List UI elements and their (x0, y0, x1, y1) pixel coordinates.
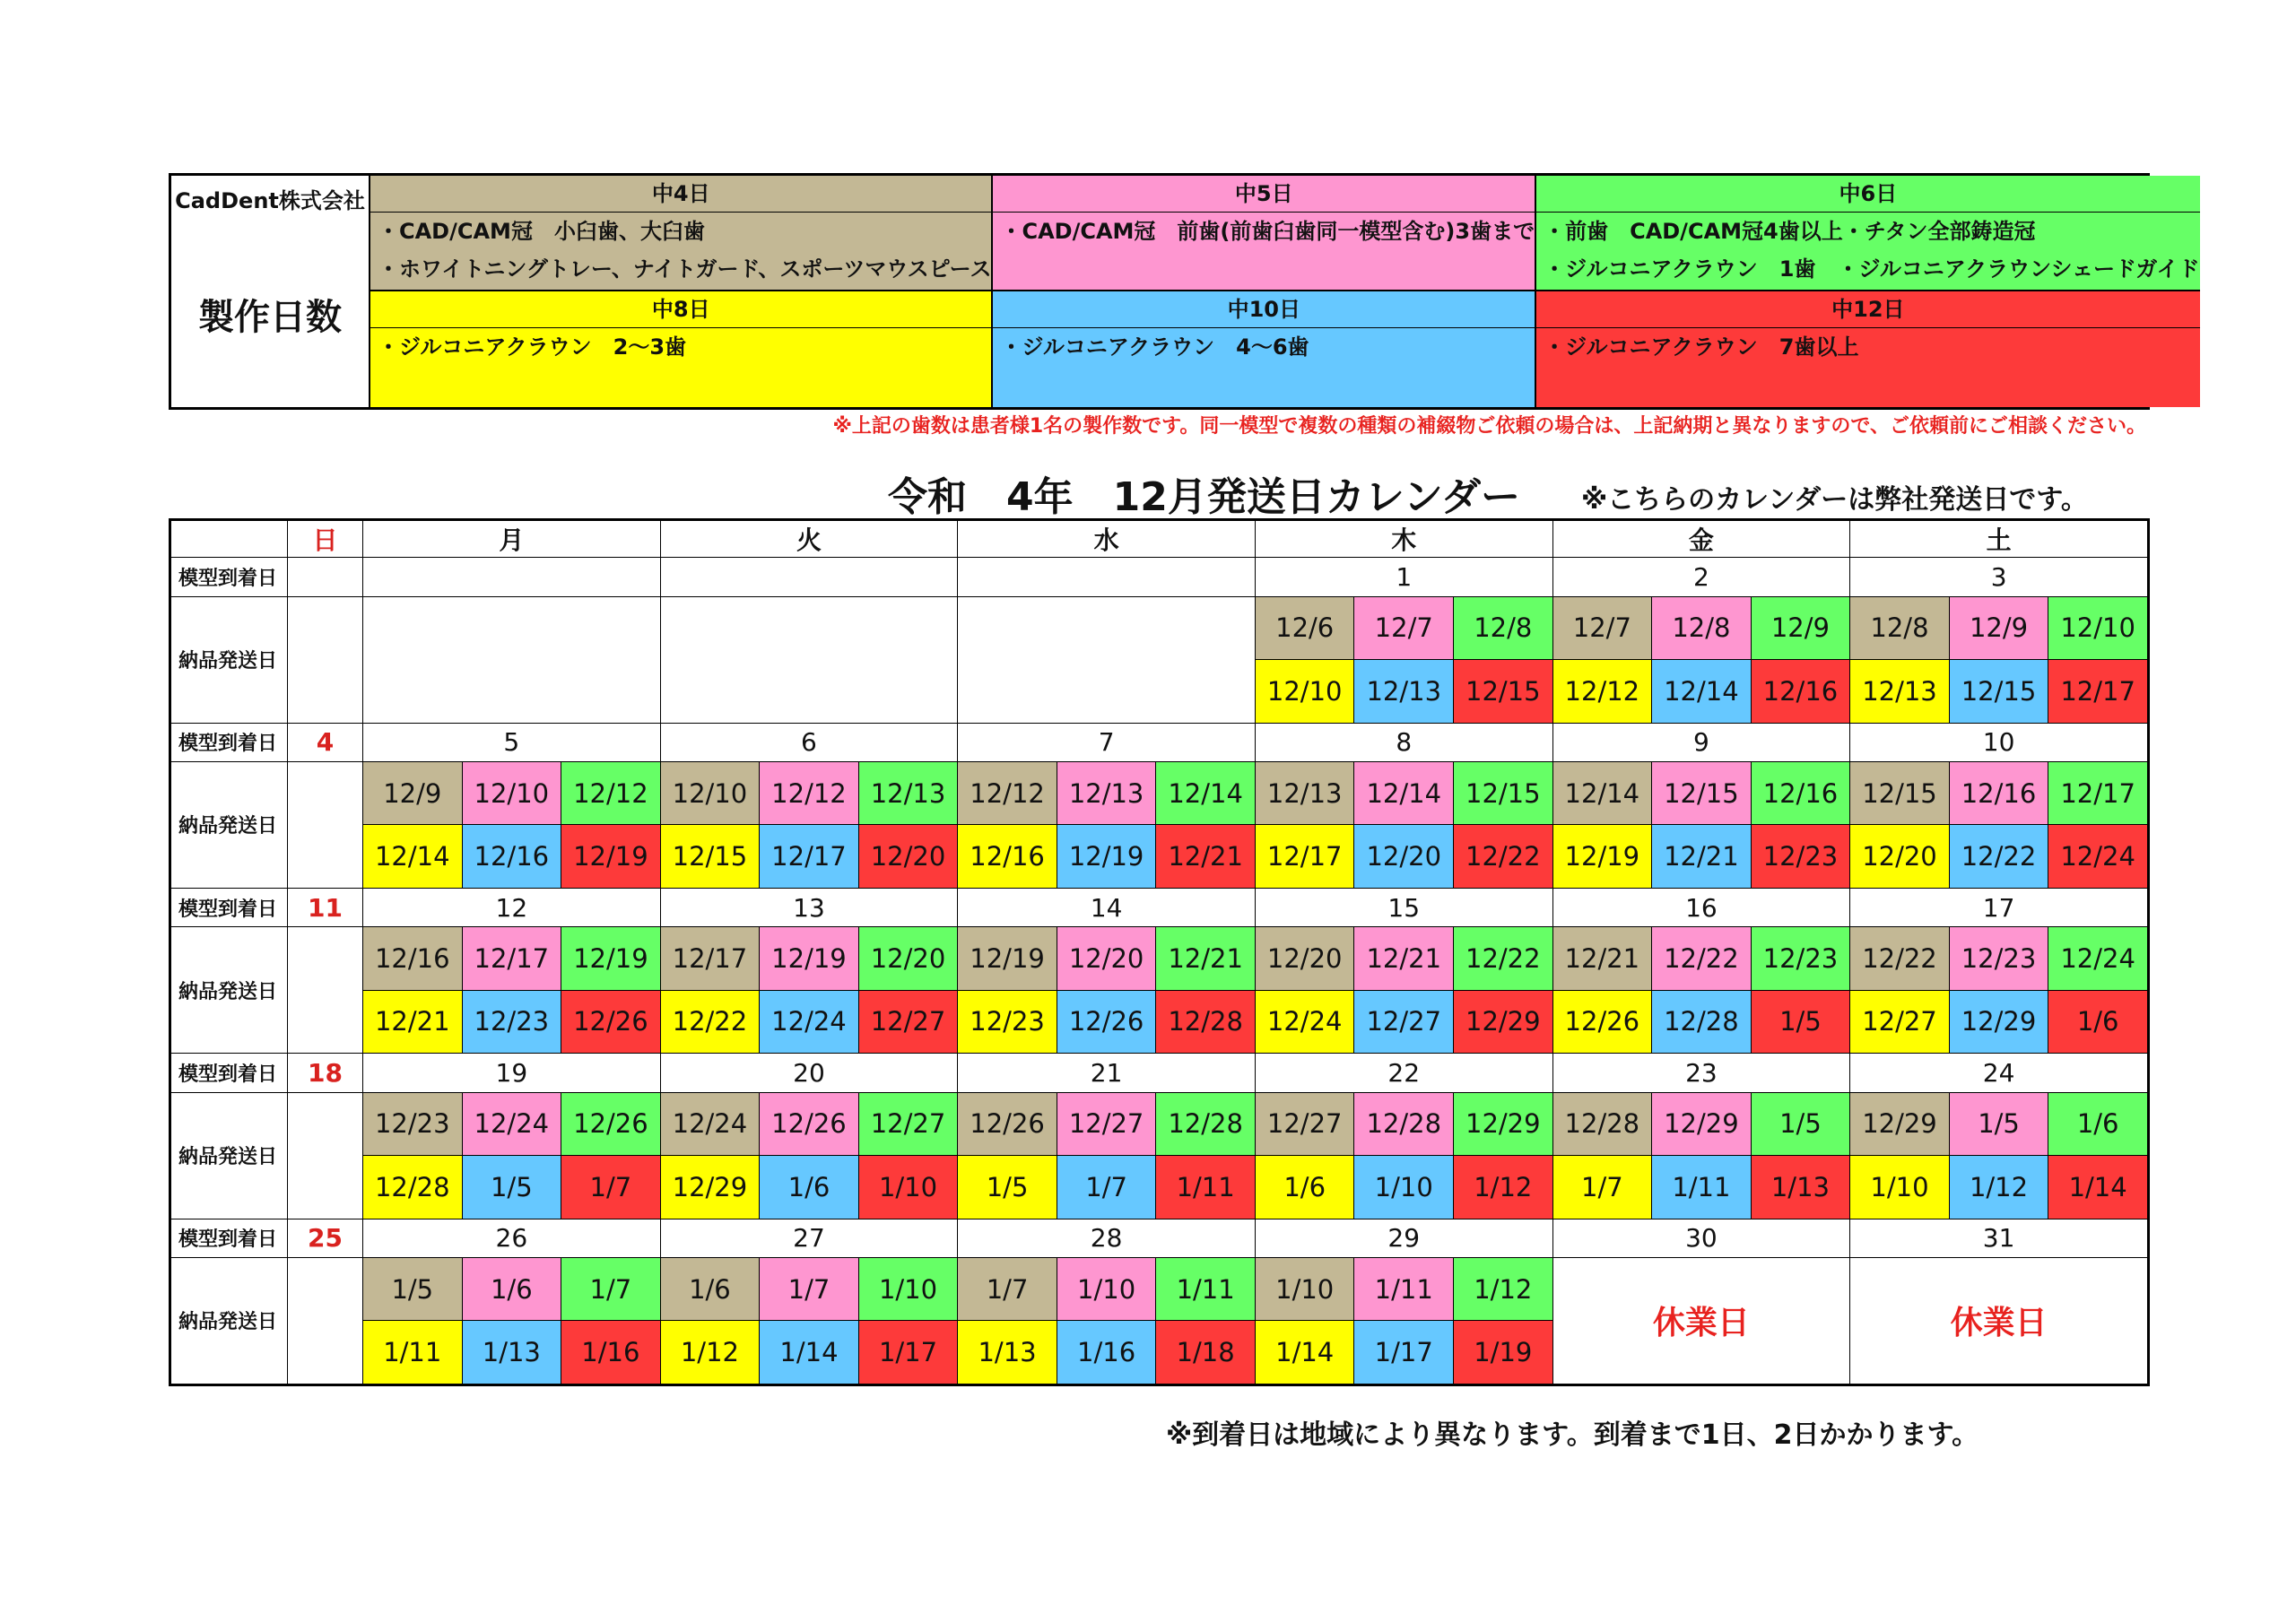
weekday-header: 金 (1552, 521, 1850, 558)
delivery-date: 1/11 (363, 1321, 463, 1384)
delivery-date: 12/17 (760, 825, 859, 889)
arrival-date: 20 (660, 1054, 958, 1092)
arrival-row-label: 模型到着日 (171, 888, 288, 926)
empty-day-cell (363, 596, 661, 723)
production-item: ・CAD/CAM冠 小臼歯、大臼歯 (378, 219, 705, 244)
production-cell (1536, 291, 2200, 407)
delivery-date: 12/8 (1850, 596, 1950, 660)
delivery-date: 12/16 (462, 825, 561, 889)
delivery-date: 1/13 (462, 1321, 561, 1384)
delivery-date: 12/29 (1454, 1092, 1553, 1156)
delivery-date: 12/23 (462, 990, 561, 1054)
delivery-date: 1/11 (1156, 1257, 1256, 1321)
delivery-date: 12/17 (660, 927, 760, 991)
delivery-date: 12/15 (660, 825, 760, 889)
delivery-date: 12/12 (760, 761, 859, 825)
calendar-subnote: ※こちらのカレンダーは弊社発送日です。 (1581, 484, 2088, 516)
delivery-date: 1/13 (958, 1321, 1057, 1384)
delivery-date: 12/26 (561, 1092, 661, 1156)
delivery-date: 12/28 (363, 1156, 463, 1219)
shipping-calendar (169, 518, 2150, 1386)
weekday-header: 月 (363, 521, 661, 558)
delivery-date: 12/27 (1354, 990, 1454, 1054)
sunday-date: 4 (288, 723, 363, 761)
delivery-date: 12/7 (1354, 596, 1454, 660)
delivery-date: 12/8 (1652, 596, 1752, 660)
delivery-date: 1/7 (760, 1257, 859, 1321)
delivery-date: 12/19 (1057, 825, 1156, 889)
delivery-date: 12/13 (1057, 761, 1156, 825)
delivery-date: 12/14 (363, 825, 463, 889)
delivery-date: 1/12 (660, 1321, 760, 1384)
delivery-date: 1/14 (2048, 1156, 2148, 1219)
production-days-header: 中6日 (1536, 176, 2200, 213)
delivery-date: 12/22 (1850, 927, 1950, 991)
delivery-date: 12/16 (1751, 761, 1850, 825)
delivery-date: 12/14 (1156, 761, 1256, 825)
delivery-date: 12/13 (1354, 660, 1454, 724)
sunday-date: 11 (288, 888, 363, 926)
delivery-date: 12/8 (1454, 596, 1553, 660)
delivery-date: 12/27 (858, 990, 958, 1054)
delivery-date: 12/17 (2048, 761, 2148, 825)
delivery-date: 12/10 (462, 761, 561, 825)
arrival-date: 3 (1850, 558, 2148, 596)
delivery-date: 1/10 (1057, 1257, 1156, 1321)
delivery-date: 12/14 (1354, 761, 1454, 825)
delivery-date: 12/20 (1255, 927, 1354, 991)
delivery-date: 1/14 (760, 1321, 859, 1384)
delivery-date: 1/17 (858, 1321, 958, 1384)
arrival-date: 10 (1850, 723, 2148, 761)
arrival-date: 26 (363, 1219, 661, 1257)
delivery-date: 12/21 (1552, 927, 1652, 991)
production-cell (993, 176, 1536, 291)
delivery-date: 1/5 (1751, 1092, 1850, 1156)
production-cell (370, 291, 993, 407)
delivery-date: 12/19 (561, 825, 661, 889)
weekday-header: 水 (958, 521, 1256, 558)
delivery-date: 1/5 (1751, 990, 1850, 1054)
delivery-date: 12/26 (1552, 990, 1652, 1054)
delivery-date: 12/13 (858, 761, 958, 825)
delivery-row-label: 納品発送日 (171, 1092, 288, 1219)
empty-day-cell (660, 596, 958, 723)
delivery-date: 12/28 (1652, 990, 1752, 1054)
delivery-date: 12/27 (1057, 1092, 1156, 1156)
delivery-date: 1/6 (462, 1257, 561, 1321)
delivery-date: 12/15 (1652, 761, 1752, 825)
production-note: ※上記の歯数は患者様1名の製作数です。同一模型で複数の種類の補綴物ご依頼の場合は、上記納期と異なりますので、ご依頼前にご相談ください。 (832, 415, 2146, 438)
production-days-header: 中8日 (370, 291, 991, 328)
delivery-date: 12/9 (363, 761, 463, 825)
delivery-date: 1/10 (858, 1257, 958, 1321)
delivery-date: 12/27 (858, 1092, 958, 1156)
arrival-date: 14 (958, 888, 1256, 926)
production-item: ・ホワイトニングトレー、ナイトガード、スポーツマウスピース (378, 256, 992, 282)
arrival-date: 2 (1552, 558, 1850, 596)
delivery-date: 12/26 (760, 1092, 859, 1156)
sunday-empty (288, 1257, 363, 1384)
arrival-date: 7 (958, 723, 1256, 761)
delivery-date: 12/29 (1949, 990, 2048, 1054)
arrival-date: 31 (1850, 1219, 2148, 1257)
weekday-header: 火 (660, 521, 958, 558)
delivery-date: 12/19 (958, 927, 1057, 991)
arrival-date: 21 (958, 1054, 1256, 1092)
production-days-header: 中4日 (370, 176, 991, 213)
sunday-empty (288, 1092, 363, 1219)
arrival-date: 6 (660, 723, 958, 761)
delivery-date: 1/11 (1354, 1257, 1454, 1321)
delivery-row-label: 納品発送日 (171, 927, 288, 1054)
delivery-date: 1/19 (1454, 1321, 1553, 1384)
delivery-date: 12/10 (660, 761, 760, 825)
delivery-date: 1/12 (1454, 1156, 1553, 1219)
delivery-date: 1/10 (858, 1156, 958, 1219)
delivery-date: 12/24 (760, 990, 859, 1054)
delivery-date: 12/15 (1949, 660, 2048, 724)
delivery-date: 1/12 (1949, 1156, 2048, 1219)
delivery-date: 12/26 (561, 990, 661, 1054)
delivery-date: 12/9 (1751, 596, 1850, 660)
delivery-date: 12/16 (1949, 761, 2048, 825)
delivery-date: 12/21 (1156, 927, 1256, 991)
delivery-date: 12/28 (1156, 1092, 1256, 1156)
delivery-date: 12/14 (1652, 660, 1752, 724)
delivery-date: 12/19 (760, 927, 859, 991)
delivery-date: 12/16 (1751, 660, 1850, 724)
delivery-date: 1/6 (2048, 990, 2148, 1054)
delivery-date: 12/21 (1156, 825, 1256, 889)
delivery-date: 12/22 (1454, 825, 1553, 889)
production-item: ・CAD/CAM冠 前歯(前歯臼歯同一模型含む)3歯まで (1000, 219, 1535, 244)
delivery-date: 1/11 (1156, 1156, 1256, 1219)
arrival-date: 15 (1255, 888, 1552, 926)
delivery-date: 12/24 (2048, 825, 2148, 889)
delivery-date: 12/9 (1949, 596, 2048, 660)
delivery-date: 1/5 (363, 1257, 463, 1321)
delivery-date: 1/10 (1354, 1156, 1454, 1219)
delivery-date: 1/16 (561, 1321, 661, 1384)
arrival-row-label: 模型到着日 (171, 558, 288, 596)
arrival-date: 17 (1850, 888, 2148, 926)
arrival-date: 28 (958, 1219, 1256, 1257)
arrival-footnote: ※到着日は地域により異なります。到着まで1日、2日かかります。 (1166, 1419, 1979, 1451)
delivery-date: 12/21 (1354, 927, 1454, 991)
weekday-header: 木 (1255, 521, 1552, 558)
delivery-date: 12/16 (958, 825, 1057, 889)
delivery-date: 12/6 (1255, 596, 1354, 660)
delivery-date: 12/23 (1751, 927, 1850, 991)
delivery-date: 12/23 (363, 1092, 463, 1156)
delivery-date: 12/20 (1850, 825, 1950, 889)
sunday-empty (288, 761, 363, 888)
delivery-date: 1/10 (1255, 1257, 1354, 1321)
delivery-date: 12/28 (1552, 1092, 1652, 1156)
arrival-date: 12 (363, 888, 661, 926)
production-cell (993, 291, 1536, 407)
delivery-date: 12/16 (363, 927, 463, 991)
weekday-header: 日 (288, 521, 363, 558)
arrival-date: 5 (363, 723, 661, 761)
production-days-table (169, 173, 2200, 410)
delivery-date: 12/23 (1949, 927, 2048, 991)
production-item: ・ジルコニアクラウン 2～3歯 (378, 334, 687, 360)
delivery-date: 12/17 (462, 927, 561, 991)
delivery-date: 1/7 (958, 1257, 1057, 1321)
production-days-header: 中10日 (993, 291, 1535, 328)
delivery-date: 12/19 (561, 927, 661, 991)
delivery-date: 12/10 (2048, 596, 2148, 660)
delivery-date: 12/21 (1652, 825, 1752, 889)
delivery-date: 12/12 (958, 761, 1057, 825)
empty-day-cell (958, 596, 1256, 723)
delivery-date: 12/24 (1255, 990, 1354, 1054)
sunday-date (288, 558, 363, 596)
holiday-cell: 休業日 (1552, 1257, 1850, 1384)
delivery-date: 12/22 (660, 990, 760, 1054)
delivery-date: 1/5 (958, 1156, 1057, 1219)
production-cell (1536, 176, 2200, 291)
production-item: ・ジルコニアクラウン 7歯以上 (1544, 334, 1859, 360)
production-days-header: 中12日 (1536, 291, 2200, 328)
delivery-date: 1/14 (1255, 1321, 1354, 1384)
arrival-row-label: 模型到着日 (171, 1219, 288, 1257)
arrival-date: 13 (660, 888, 958, 926)
arrival-date: 9 (1552, 723, 1850, 761)
delivery-date: 12/29 (1850, 1092, 1950, 1156)
delivery-date: 12/29 (1454, 990, 1553, 1054)
sunday-empty (288, 927, 363, 1054)
delivery-date: 12/15 (1454, 660, 1553, 724)
arrival-date (660, 558, 958, 596)
arrival-date: 1 (1255, 558, 1552, 596)
delivery-date: 1/6 (2048, 1092, 2148, 1156)
delivery-date: 12/22 (1454, 927, 1553, 991)
delivery-date: 12/21 (363, 990, 463, 1054)
production-item: ・ジルコニアクラウン 1歯 ・ジルコニアクラウンシェードガイド (1544, 256, 2200, 282)
delivery-date: 12/24 (660, 1092, 760, 1156)
delivery-date: 12/28 (1354, 1092, 1454, 1156)
arrival-date: 30 (1552, 1219, 1850, 1257)
delivery-date: 12/27 (1255, 1092, 1354, 1156)
delivery-date: 12/7 (1552, 596, 1652, 660)
delivery-date: 1/16 (1057, 1321, 1156, 1384)
holiday-cell: 休業日 (1850, 1257, 2148, 1384)
sunday-date: 18 (288, 1054, 363, 1092)
arrival-row-label: 模型到着日 (171, 1054, 288, 1092)
delivery-date: 1/6 (1255, 1156, 1354, 1219)
delivery-date: 12/10 (1255, 660, 1354, 724)
sunday-empty (288, 596, 363, 723)
delivery-date: 12/12 (1552, 660, 1652, 724)
production-item: ・ジルコニアクラウン 4～6歯 (1000, 334, 1309, 360)
calendar-title: 令和 4年 12月発送日カレンダー (888, 474, 1520, 520)
delivery-date: 12/13 (1850, 660, 1950, 724)
delivery-date: 12/12 (561, 761, 661, 825)
arrival-date (958, 558, 1256, 596)
delivery-date: 1/7 (1057, 1156, 1156, 1219)
delivery-date: 1/6 (660, 1257, 760, 1321)
delivery-date: 12/15 (1850, 761, 1950, 825)
arrival-date: 23 (1552, 1054, 1850, 1092)
delivery-date: 12/13 (1255, 761, 1354, 825)
delivery-date: 12/20 (1354, 825, 1454, 889)
delivery-date: 1/5 (462, 1156, 561, 1219)
delivery-date: 12/26 (1057, 990, 1156, 1054)
delivery-date: 12/19 (1552, 825, 1652, 889)
delivery-date: 1/11 (1652, 1156, 1752, 1219)
delivery-row-label: 納品発送日 (171, 761, 288, 888)
arrival-date: 22 (1255, 1054, 1552, 1092)
delivery-date: 12/20 (858, 927, 958, 991)
delivery-date: 12/24 (462, 1092, 561, 1156)
delivery-date: 12/17 (2048, 660, 2148, 724)
delivery-date: 12/26 (958, 1092, 1057, 1156)
delivery-date: 1/17 (1354, 1321, 1454, 1384)
delivery-date: 1/12 (1454, 1257, 1553, 1321)
arrival-row-label: 模型到着日 (171, 723, 288, 761)
delivery-date: 12/24 (2048, 927, 2148, 991)
delivery-date: 1/18 (1156, 1321, 1256, 1384)
delivery-date: 1/7 (561, 1156, 661, 1219)
delivery-date: 1/6 (760, 1156, 859, 1219)
delivery-date: 12/15 (1454, 761, 1553, 825)
sunday-date: 25 (288, 1219, 363, 1257)
arrival-date (363, 558, 661, 596)
delivery-date: 12/22 (1652, 927, 1752, 991)
arrival-date: 19 (363, 1054, 661, 1092)
delivery-date: 12/22 (1949, 825, 2048, 889)
delivery-date: 1/10 (1850, 1156, 1950, 1219)
delivery-row-label: 納品発送日 (171, 596, 288, 723)
arrival-date: 29 (1255, 1219, 1552, 1257)
delivery-date: 12/27 (1850, 990, 1950, 1054)
delivery-row-label: 納品発送日 (171, 1257, 288, 1384)
company-name: CadDent株式会社 (175, 188, 365, 213)
delivery-date: 12/23 (1751, 825, 1850, 889)
delivery-date: 1/7 (561, 1257, 661, 1321)
production-item: ・前歯 CAD/CAM冠4歯以上・チタン全部鋳造冠 (1544, 219, 2036, 244)
production-cell (370, 176, 993, 291)
delivery-date: 12/20 (858, 825, 958, 889)
arrival-date: 24 (1850, 1054, 2148, 1092)
delivery-date: 12/29 (660, 1156, 760, 1219)
delivery-date: 12/29 (1652, 1092, 1752, 1156)
corner-cell (171, 521, 288, 558)
company-cell (171, 176, 370, 407)
delivery-date: 12/23 (958, 990, 1057, 1054)
delivery-date: 1/7 (1552, 1156, 1652, 1219)
weekday-header: 土 (1850, 521, 2148, 558)
arrival-date: 8 (1255, 723, 1552, 761)
delivery-date: 12/14 (1552, 761, 1652, 825)
delivery-date: 12/17 (1255, 825, 1354, 889)
delivery-date: 12/28 (1156, 990, 1256, 1054)
delivery-date: 1/5 (1949, 1092, 2048, 1156)
arrival-date: 16 (1552, 888, 1850, 926)
production-days-title: 製作日数 (198, 297, 342, 338)
delivery-date: 12/20 (1057, 927, 1156, 991)
production-days-header: 中5日 (993, 176, 1535, 213)
arrival-date: 27 (660, 1219, 958, 1257)
delivery-date: 1/13 (1751, 1156, 1850, 1219)
